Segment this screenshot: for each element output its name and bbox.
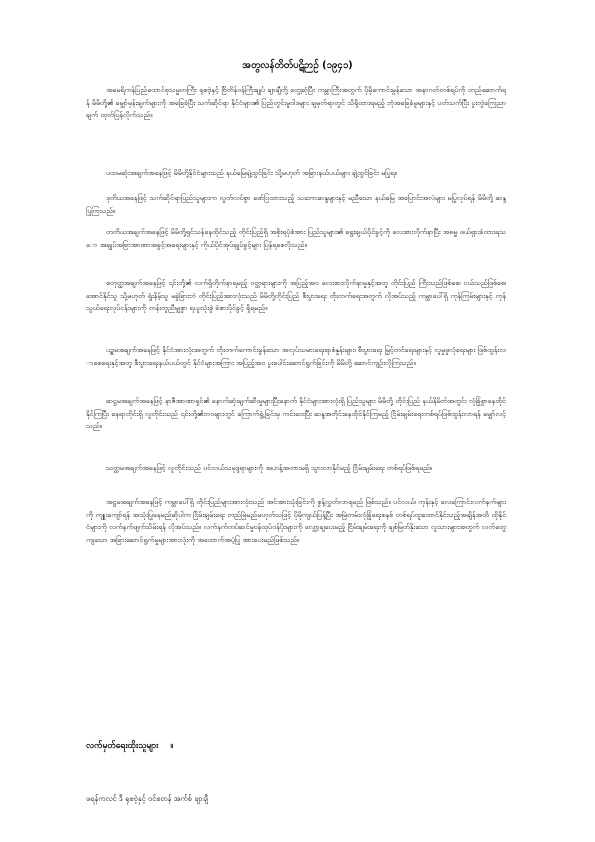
paragraph-seventh: သတ္တမအချက်အနေဖြင့် လူတိုင်းသည် ပင်လယ်သမုဒ္ဒရာများကို အဟန့်အတားမရှိ သွားလာနိုင်မည့် ငြိမ်းချမ်းရေး တစ်ရပ်ဖြစ်ရမည်။ <box>106 463 433 472</box>
paragraph-sixth: ဆဋ္ဌမအချက်အနေဖြင့် နာဇီအာဏာရှင်၏ နောက်ဆုံးချက်ဆီးမှုများပြီးနောက် နိုင်ငံများအားလုံးရှိ ပြည်သူများ မိမိတို့ တိုင်းပြည် နယ်နိမိတ်အတွင်း လုံခြုံစွာနေထိုင်နိုင်ကြပြီး နေရာတိုင်းရှိ လူတိုင်းသည် ၎င်းတို့၏ဘဝများတွင် ကြောက်ရွံ့ခြင်းမှ ကင်းဝေးပြီး ဆန္ဒအတိုင်းနေထိုင်နိုင်ကြမည့် ငြိမ်းချမ်းရေးတစ်ရပ်ဖြစ်ထွန်းလာရန် မျှော်လင့်သည်။ <box>86 396 506 431</box>
signatories-names: ဖရန်ကလင် ဒီ ရုစဗဲ့နှင့် ဝင်စတန် အက်စ် ချာချီ <box>86 794 208 803</box>
paragraph-fourth: စတုတ္ထအချက်အနေဖြင့် ၎င်းတို့၏ လက်ရှိတိုက်နာရမည့် ဝတ္တရားများကို အပြည့်အဝ လေးစားလိုက်နာမှုနှင့်အတူ တိုင်းပြည် ကြီးသည်ဖြစ်စေ၊ ငယ်သည်ဖြစ်စေ၊ အောင်နိုင်သူ သို့မဟုတ် ရှုံးနိမ့်သူ မခွဲခြားဘဲ တိုင်းပြည်အားလုံးသည် မိမိတို့တိုင်းပြည် စီးပွားရေး တိုးတက်ရေးအတွက် လိုအပ်သည့် ကမ္ဘာပေါ်ရှိ ကုန်ကြမ်းများနှင့် ကုန်သွယ်ရေးလုပ်ငန်းများကို တန်းတူညီမျှစွာ ရယူသုံးစွဲ ခံစားပိုင်ခွင့် ရှိရမည်။ <box>86 278 506 313</box>
signatories-label: လက်မှတ်ရေးထိုးသူများ <box>86 741 159 751</box>
paragraph-fifth: ပဉ္စမအချက်အနေဖြင့် နိုင်ငံအားလုံးအတွက် တိုးတက်ကောင်းမွန်သော အလုပ်သမားရေးရာစံနှုန်းများ၊ စီးပွားရေး မြှင့်တင်ရေးများနှင့် လူမှုဖူလုံရေးများ ဖြစ်ထွန်းလာစေရေးနှင့်အတူ စီးပွားရေးနယ်ပယ်တွင် နိုင်ငံများအကြား အပြည့်အဝ ပူးပေါင်းဆောင်ရွက်ခြင်းကို မိမိတို့ ဆောင်ကျဉ်းလိုကြသည်။ <box>86 345 506 367</box>
paragraph-third: တတိယအချက်အနေဖြင့် မိမိတို့ရှင်သန်နေထိုင်သည့် တိုင်းပြည်ရှိ အစိုးရပုံစံအား ပြည်သူများ၏ ရွေးချယ်ပိုင်ခွင့်ကို လေးစားလိုက်နာပြီး အဓမ္မ ဖယ်ရှားခံထားရသော အချုပ်အခြာအာဏာအခွင့်အရေးများနှင့် ကိုယ်ပိုင်အုပ်ချုပ်ခွင့်များ ပြန်ရစေလိုသည်။ <box>86 227 506 249</box>
document-title: အတွလန်တိတ်ပဋိဉာဉ် (၁၉၄၁) <box>242 60 353 71</box>
paragraph-first: ပထမဆုံးအချက်အနေဖြင့် မိမိတို့နိုင်ငံများသည် နယ်မြေချဲ့ထွင်ခြင်း သို့မဟုတ် အခြားနယ်ပယ်များ ချဲ့ထွင်ခြင်း မပြုရ။ <box>106 168 397 177</box>
paragraph-second: ဒုတိယအနေဖြင့် သက်ဆိုင်ရာပြည်သူများက လွတ်လပ်စွာ ဖော်ပြထားသည့် သဘောဆန္ဒများနှင့် မညီသော နယ်မြေ အပြောင်းအလဲများ မပြုလုပ်ရန် မိမိတို့ ဆန္ဒပြုကြသည်။ <box>86 193 506 215</box>
paragraph-intro: အမေရိကန်ပြည်ထောင်စုသမ္မတကြီး ရုစဗဲ့နှင့် ဗြိတိန်ဝန်ကြီးချုပ် ချာချီတို့ တွေ့ဆုံပြီး ကမ္ဘာကြီးအတွက် ပိုမိုကောင်းမွန်သော အနာဂတ်တစ်ရပ်ကို တည်ဆောက်ရန် မိမိတို့၏ မျှော်မှန်းချက်များကို အခြေခံပြီး သက်ဆိုင်ရာ နိုင်ငံများ၏ ပြည်တွင်းမူဝါဒများ ချမှတ်ရာတွင် သိရှိထားရမည့် ဘုံအခြေခံမူများနှင့် ပတ်သက်ပြီး ပူးတွဲကြေညာချက် ထုတ်ပြန်လိုက်သည်။ <box>86 85 506 120</box>
paragraph-eighth: အဋ္ဌမအချက်အနေဖြင့် ကမ္ဘာပေါ်ရှိ တိုင်းပြည်များအားလုံးသည် အင်အားသုံးခြင်းကို စွန့်လွှတ်လာရမည် ဖြစ်သည်။ ပင်လယ်၊ ကုန်းနှင့် လေကြောင်းလက်နက်များကို ကျူးကျော်ရန် အသုံးပြုနေမည်ဆိုပါက ငြိမ်းချမ်းရေး တည်မြဲမည်မဟုတ်သဖြင့် ပိုမိုကျယ်ပြန့်ပြီး အမြဲတမ်းလုံခြုံရေးစနစ် တစ်ရပ်ထူထောင်နိုင်သည့်အချိန်အထိ ထိုနိုင်ငံများကို လက်နက်ဖျက်သိမ်းရန် လိုအပ်သည်။ လက်နက်တပ်ဆင်မှုဝန်ထုပ်ဝန်ပိုးများကို လျှော့ချပေးမည့် ငြိမ်းချမ်းရေးကို ချစ်မြတ်နိုးသော လူသားများအတွက် လက်တွေ့ကျသော အခြားဆောင်ရွက်မှုများအားလုံးကို အထောက်အပံ့ပြု အားပေးမည်ဖြစ်သည်။ <box>86 497 506 544</box>
signatories-heading <box>86 741 173 753</box>
signatories-punctuation: ။ <box>170 741 173 751</box>
